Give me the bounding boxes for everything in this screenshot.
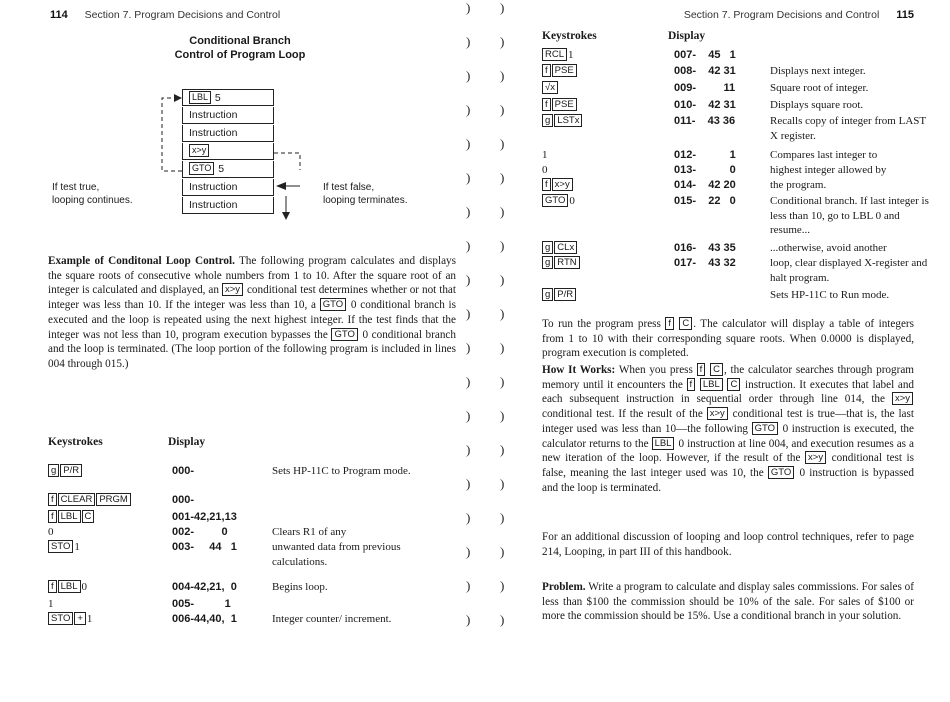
- right-page-header: [684, 9, 914, 21]
- run-paragraph: To run the program press f C . The calculator will display a table of integers from 1 to 10 with their corresponding square roots. When 0.0000 is displayed, program execution is completed.: [542, 318, 915, 360]
- keystroke-cell: [542, 163, 550, 177]
- description-cell: Square root of integer.: [770, 82, 869, 94]
- display-cell: 006-44,40, 1: [172, 613, 237, 625]
- calculator-key: STO: [48, 612, 73, 625]
- display-cell: 004-42,21, 0: [172, 581, 237, 593]
- calculator-key: x>y: [552, 178, 573, 191]
- keystroke-digit: 0: [542, 164, 548, 176]
- binding-mark: ): [466, 68, 471, 83]
- keystrokes-header: Keystrokes: [48, 436, 103, 448]
- display-cell: 000-: [172, 465, 195, 477]
- keystroke-cell: [48, 540, 82, 554]
- binding-mark: ): [500, 374, 505, 389]
- binding-mark: ): [466, 0, 471, 15]
- binding-mark: ): [500, 238, 505, 253]
- calculator-key: f: [665, 317, 674, 330]
- flow-box-instruction: Instruction: [182, 197, 274, 214]
- calculator-key: g: [542, 114, 553, 127]
- display-cell: 014- 42 20: [674, 179, 736, 191]
- binding-mark: ): [466, 170, 471, 185]
- binding-mark: ): [500, 68, 505, 83]
- key-gto: GTO: [320, 298, 346, 311]
- keystroke-cell: [48, 580, 89, 594]
- binding-mark: ): [500, 204, 505, 219]
- binding-mark: ): [500, 0, 505, 15]
- binding-mark: ): [466, 204, 471, 219]
- binding-mark: ): [466, 510, 471, 525]
- example-paragraph: Example of Conditonal Loop Control. The following program calculates and displays the square roots of consecutive whole numbers from 1 to 10. After the square root of an integer is calculated and displayed, an x>y conditional test determines whether or not that integer was less than 10. If the integer was less than 10, a GTO 0 conditional branch is executed and the loop is repeated using the next highest integer. If the test finds that the integer was not less than 10, program execution bypasses the GTO 0 conditional branch and the loop is terminated. (The loop portion of the following program is included in lines 004 through 015.): [48, 255, 457, 370]
- binding-mark: ): [466, 578, 471, 593]
- binding-mark: ): [500, 578, 505, 593]
- binding-mark: ): [466, 340, 471, 355]
- keystroke-cell: [48, 493, 132, 507]
- calculator-key: LBL: [58, 510, 81, 523]
- binding-mark: ): [500, 476, 505, 491]
- binding-mark: ): [500, 510, 505, 525]
- how-it-works-heading: How It Works:: [542, 364, 616, 376]
- binding-mark: ): [466, 442, 471, 457]
- left-page: [0, 0, 470, 702]
- display-header: Display: [668, 30, 706, 42]
- display-cell: 013- 0: [674, 164, 736, 176]
- display-cell: 010- 42 31: [674, 99, 736, 111]
- flow-box-instruction: Instruction: [182, 179, 274, 196]
- display-cell: 002- 0: [172, 526, 228, 538]
- keystroke-cell: [48, 612, 94, 626]
- keystroke-cell: [542, 81, 559, 95]
- calculator-key: LSTx: [554, 114, 582, 127]
- key-gto: GTO: [331, 328, 357, 341]
- description-cell: Sets HP-11C to Run mode.: [770, 289, 890, 301]
- binding-mark: ): [500, 408, 505, 423]
- description-cell: Conditional branch. If last integer is less than 10, go to LBL 0 and resume...: [770, 195, 929, 237]
- description-cell: unwanted data from previous calculations.: [272, 541, 401, 568]
- keystroke-digit: 0: [48, 526, 54, 538]
- right-header-title: Section 7. Program Decisions and Control: [683, 9, 880, 21]
- example-heading: Example of Conditonal Loop Control.: [48, 255, 235, 267]
- display-cell: 017- 43 32: [674, 257, 736, 269]
- keystroke-cell: [48, 510, 95, 524]
- binding-mark: ): [466, 238, 471, 253]
- key-x-gt-y: x>y: [222, 283, 243, 296]
- calculator-key: f: [687, 378, 696, 391]
- binding-mark: ): [466, 374, 471, 389]
- calculator-key: f: [48, 493, 57, 506]
- calculator-key: f: [697, 363, 706, 376]
- calculator-key: RCL: [542, 48, 567, 61]
- calculator-key: C: [727, 378, 740, 391]
- calculator-key: g: [542, 256, 553, 269]
- book-gutter: [466, 0, 505, 702]
- keystroke-cell: [542, 148, 550, 162]
- binding-mark: ): [500, 34, 505, 49]
- flow-box-lbl5: LBL 5: [182, 89, 274, 106]
- binding-mark: ): [466, 136, 471, 151]
- binding-mark: ): [466, 306, 471, 321]
- calculator-key: RTN: [554, 256, 579, 269]
- calculator-key: x>y: [707, 407, 728, 420]
- description-cell: Recalls copy of integer from LAST X register.: [770, 115, 926, 142]
- flow-box-test: x>y: [182, 143, 274, 160]
- keystroke-digit: 1: [48, 598, 54, 610]
- keystroke-digit: 1: [542, 149, 548, 161]
- calculator-key: CLEAR: [58, 493, 96, 506]
- keystroke-cell: [542, 194, 577, 208]
- keystroke-digit: 1: [74, 541, 80, 553]
- description-cell: Integer counter/ increment.: [272, 613, 392, 625]
- binding-mark: ): [466, 34, 471, 49]
- flow-box-instruction: Instruction: [182, 107, 274, 124]
- description-cell: Sets HP-11C to Program mode.: [272, 465, 411, 477]
- keystroke-digit: 0: [81, 581, 88, 593]
- calculator-key: CLx: [554, 241, 577, 254]
- keystroke-cell: [48, 597, 56, 611]
- keystroke-cell: [542, 48, 576, 62]
- calculator-key: LBL: [58, 580, 81, 593]
- calculator-key: x>y: [892, 392, 913, 405]
- calculator-key: f: [542, 64, 551, 77]
- problem-paragraph: [542, 580, 914, 624]
- calculator-key: LBL: [652, 437, 675, 450]
- keystroke-cell: [48, 525, 56, 539]
- left-page-number: 114: [50, 9, 68, 21]
- binding-mark: ): [500, 544, 505, 559]
- binding-mark: ): [500, 306, 505, 321]
- flow-box-instruction: Instruction: [182, 125, 274, 142]
- flow-box-gto5: GTO 5: [182, 161, 274, 178]
- display-cell: 009- 11: [674, 82, 736, 94]
- problem-heading: Problem.: [542, 581, 586, 593]
- how-it-works-paragraph: How It Works: When you press f C , the calculator searches through program memory until it encounters the f LBL C instruction. It executes that label and each subsequent instruction in sequential order through line 014, the x>y conditional test. If the result of the x>y conditional test is true—that is, the last integer used was less than 10—the following GTO 0 instruction is executed, the calculator returns to the LBL 0 instruction at line 004, and execution resumes as a new iteration of the loop. However, if the result of the x>y conditional test is false, meaning the last integer used was 10, the GTO 0 instruction is bypassed and the loop is terminated.: [542, 364, 915, 494]
- calculator-key: STO: [48, 540, 73, 553]
- binding-mark: ): [466, 272, 471, 287]
- description-cell: Clears R1 of any: [272, 526, 347, 538]
- additional-paragraph: For an additional discussion of looping and loop control techniques, refer to page 214, Looping, in part III of this handbook.: [542, 531, 914, 558]
- keystroke-digit: 1: [86, 613, 93, 625]
- calculator-key: LBL: [700, 378, 723, 391]
- calculator-key: P/R: [554, 288, 576, 301]
- binding-mark: ): [500, 272, 505, 287]
- calculator-key: GTO: [752, 422, 778, 435]
- note-test-false: If test false, looping terminates.: [323, 182, 408, 206]
- display-cell: 011- 43 36: [674, 115, 736, 127]
- keystroke-cell: [542, 98, 578, 112]
- right-page-number: 115: [896, 9, 914, 21]
- calculator-key: √x: [542, 81, 558, 94]
- keystrokes-header: Keystrokes: [542, 30, 597, 42]
- display-cell: 003- 44 1: [172, 541, 237, 553]
- calculator-key: +: [74, 612, 86, 625]
- description-cell: loop, clear displayed X-register and halt program.: [770, 257, 928, 284]
- calculator-key: P/R: [60, 464, 82, 477]
- right-page: [480, 0, 950, 702]
- keystroke-cell: [542, 114, 583, 128]
- binding-mark: ): [500, 612, 505, 627]
- note-test-true: If test true, looping continues.: [52, 182, 133, 206]
- display-cell: 000-: [172, 494, 195, 506]
- calculator-key: C: [679, 317, 692, 330]
- diagram-title-line1: Conditional Branch: [189, 35, 291, 47]
- binding-mark: ): [500, 442, 505, 457]
- display-cell: 015- 22 0: [674, 195, 736, 207]
- calculator-key: x>y: [805, 451, 826, 464]
- description-cell: Begins loop.: [272, 581, 328, 593]
- problem-text: Write a program to calculate and display sales commissions. For sales of less than $100 the commission should be 10% of the sale. For sales of $100 or more the commission should be 15%. Use a conditional branch in your solution.: [542, 581, 914, 623]
- calculator-key: g: [542, 288, 553, 301]
- keystroke-digit: 0: [569, 195, 575, 207]
- keystroke-cell: [542, 178, 574, 192]
- calculator-key: g: [542, 241, 553, 254]
- binding-mark: ): [466, 408, 471, 423]
- calculator-key: f: [48, 510, 57, 523]
- description-cell: the program.: [770, 179, 827, 191]
- binding-mark: ): [500, 136, 505, 151]
- keystroke-cell: [542, 288, 577, 302]
- binding-mark: ): [500, 102, 505, 117]
- keystroke-cell: [48, 464, 83, 478]
- description-cell: ...otherwise, avoid another: [770, 242, 887, 254]
- keystroke-cell: [542, 241, 578, 255]
- keystroke-cell: [542, 64, 578, 78]
- display-cell: 016- 43 35: [674, 242, 736, 254]
- keystroke-cell: [542, 256, 581, 270]
- description-cell: Compares last integer to: [770, 149, 878, 161]
- calculator-key: g: [48, 464, 59, 477]
- display-cell: 007- 45 1: [674, 49, 736, 61]
- binding-mark: ): [466, 476, 471, 491]
- calculator-key: PRGM: [96, 493, 131, 506]
- display-header: Display: [168, 436, 206, 448]
- description-cell: highest integer allowed by: [770, 164, 887, 176]
- display-cell: 012- 1: [674, 149, 736, 161]
- calculator-key: f: [48, 580, 57, 593]
- calculator-key: f: [542, 178, 551, 191]
- calculator-key: C: [82, 510, 95, 523]
- binding-mark: ): [466, 544, 471, 559]
- binding-mark: ): [466, 612, 471, 627]
- calculator-key: C: [710, 363, 723, 376]
- display-cell: 005- 1: [172, 598, 231, 610]
- description-cell: Displays next integer.: [770, 65, 866, 77]
- calculator-key: f: [542, 98, 551, 111]
- binding-mark: ): [500, 170, 505, 185]
- display-cell: 001-42,21,13: [172, 511, 237, 523]
- keystroke-digit: 1: [568, 49, 574, 61]
- binding-mark: ): [466, 102, 471, 117]
- binding-mark: ): [500, 340, 505, 355]
- display-cell: 008- 42 31: [674, 65, 736, 77]
- calculator-key: GTO: [768, 466, 794, 479]
- calculator-key: GTO: [542, 194, 568, 207]
- diagram-title-line2: Control of Program Loop: [174, 49, 306, 61]
- description-cell: Displays square root.: [770, 99, 864, 111]
- calculator-key: PSE: [552, 98, 577, 111]
- calculator-key: PSE: [552, 64, 577, 77]
- left-header-title: Section 7. Program Decisions and Control: [84, 9, 281, 21]
